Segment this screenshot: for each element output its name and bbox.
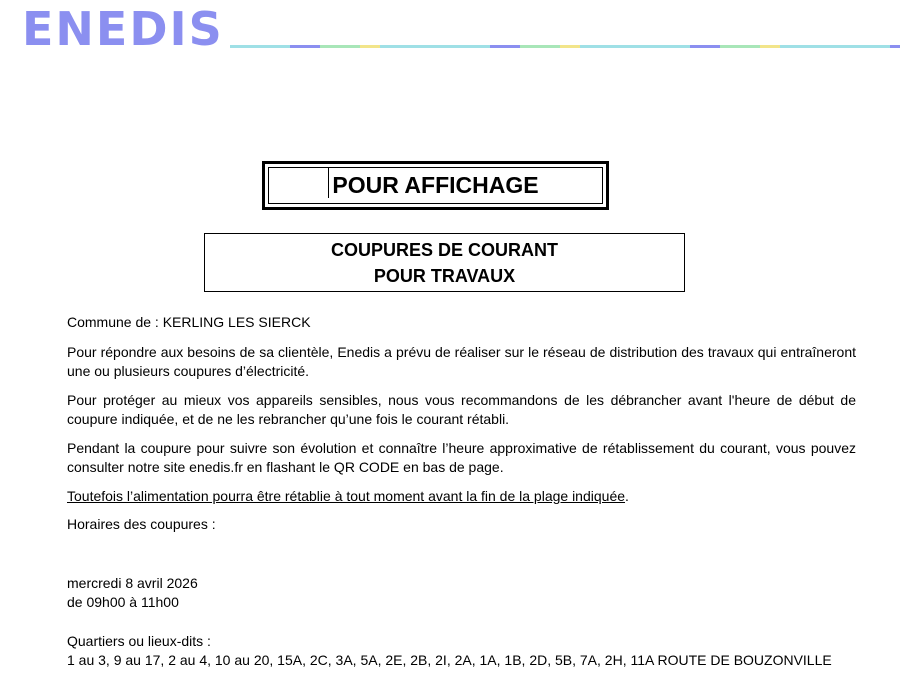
schedule-date: mercredi 8 avril 2026 xyxy=(67,574,198,591)
quartiers-list: 1 au 3, 9 au 17, 2 au 4, 10 au 20, 15A, 2C, 3A, 5A, 2E, 2B, 2I, 2A, 1A, 1B, 2D, 5B, 7A, 2H, 11A ROUTE DE BOUZONVILLE xyxy=(67,652,832,668)
text-cursor xyxy=(328,168,329,198)
horaires-title: Horaires des coupures : xyxy=(67,516,216,532)
affichage-title-text: POUR AFFICHAGE xyxy=(332,172,539,198)
paragraph-clientele: Pour répondre aux besoins de sa clientèle, Enedis a prévu de réaliser sur le réseau de distribution des travaux qui entraîneront une ou plusieurs coupures d’électricité. xyxy=(67,343,856,379)
affichage-title xyxy=(268,167,603,204)
notice-body xyxy=(67,313,856,671)
paragraph-appareils: Pour protéger au mieux vos appareils sensibles, nous vous recommandons de les débrancher avant l'heure de début de coupure indiquée, et de ne les rebrancher qu’une fois le courant rétabli. xyxy=(67,391,856,427)
enedis-logo: ENEDIS xyxy=(22,2,224,56)
quartiers-title: Quartiers ou lieux-dits : xyxy=(67,632,211,649)
commune-line: Commune de : KERLING LES SIERCK xyxy=(67,314,311,330)
logo-divider-line xyxy=(230,45,900,48)
warning-paragraph xyxy=(67,487,856,507)
affichage-frame xyxy=(262,161,609,210)
schedule-block xyxy=(67,574,856,613)
warning-period: . xyxy=(625,487,629,504)
coupures-heading-line2: POUR TRAVAUX xyxy=(373,266,516,286)
schedule-time: de 09h00 à 11h00 xyxy=(67,594,179,610)
paragraph-suivi: Pendant la coupure pour suivre son évolution et connaître l’heure approximative de rétablissement du courant, vous pouvez consulter notre site enedis.fr en flashant le QR CODE en bas de page. xyxy=(67,439,856,475)
coupures-heading-line1: COUPURES DE COURANT xyxy=(330,240,558,260)
coupures-heading-box xyxy=(204,233,685,292)
warning-underlined-text: Toutefois l’alimentation pourra être rétablie à tout moment avant la fin de la plage indiquée xyxy=(67,487,626,504)
